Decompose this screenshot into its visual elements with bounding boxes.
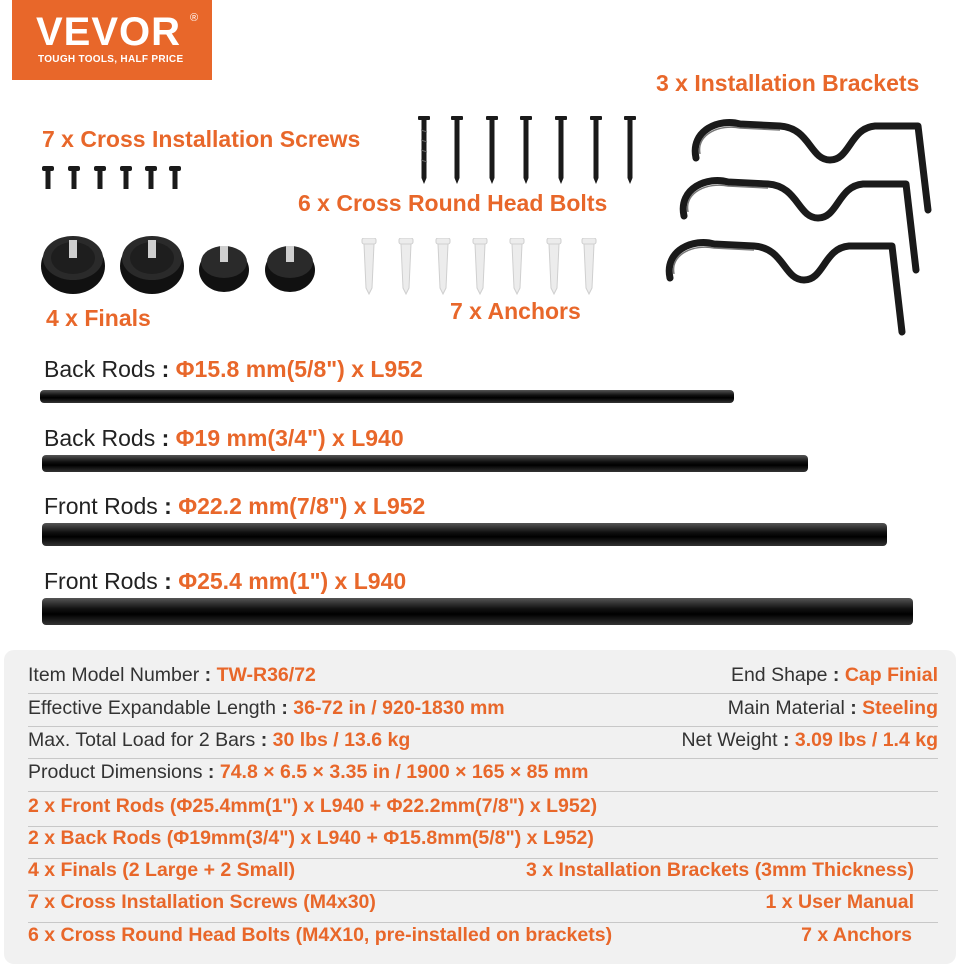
package-row-screws-manual: [28, 891, 938, 923]
spec-right: [731, 664, 938, 687]
spec-row-model: [28, 664, 938, 694]
rod-name: Front Rods: [44, 493, 158, 519]
spec-row-length: [28, 697, 938, 727]
spec-colon: :: [782, 729, 790, 751]
installation-brackets-image: [660, 110, 950, 340]
package-finals: 4 x Finals (2 Large + 2 Small): [28, 859, 296, 881]
package-anchors: 7 x Anchors: [801, 924, 912, 946]
package-row-finals-brackets: [28, 859, 938, 891]
finals-label: 4 x Finals: [46, 305, 151, 331]
logo-wordmark: VEVOR: [36, 10, 182, 54]
rod-name: Back Rods: [44, 425, 156, 451]
back-rod-small: [40, 390, 734, 403]
spec-colon: :: [850, 697, 857, 719]
rod-separator: :: [164, 568, 172, 594]
spec-value: 36-72 in / 920-1830 mm: [293, 697, 505, 719]
screws-label: 7 x Cross Installation Screws: [42, 126, 361, 152]
spec-key: Product Dimensions: [28, 761, 203, 783]
spec-panel: [4, 650, 956, 964]
spec-colon: :: [207, 761, 215, 783]
spec-colon: :: [832, 664, 840, 686]
spec-row-dimensions: [28, 761, 938, 792]
spec-key: Effective Expandable Length: [28, 697, 276, 719]
package-row-back-rods: 2 x Back Rods (Φ19mm(3/4") x L940 + Φ15.8mm(5/8") x L952): [28, 827, 938, 859]
anchors-image: [355, 238, 605, 296]
rod-spec: Φ19 mm(3/4") x L940: [175, 425, 404, 451]
rod-separator: :: [164, 493, 172, 519]
spec-value: TW-R36/72: [216, 664, 316, 686]
spec-key: Main Material: [727, 697, 845, 719]
spec-right: [728, 697, 938, 720]
front-rod-small: [42, 523, 887, 546]
rod-spec: Φ22.2 mm(7/8") x L952: [178, 493, 426, 519]
finals-image: [38, 226, 318, 296]
spec-value: 3.09 lbs / 1.4 kg: [794, 729, 938, 751]
rod-spec: Φ25.4 mm(1") x L940: [178, 568, 407, 594]
anchors-label: 7 x Anchors: [450, 298, 581, 324]
round-head-bolts-image: [40, 166, 185, 190]
logo-registered-mark: ®: [190, 12, 199, 24]
spec-key: Max. Total Load for 2 Bars: [28, 729, 256, 751]
installation-screws-image: [412, 116, 642, 184]
rod-name: Back Rods: [44, 356, 156, 382]
package-manual: 1 x User Manual: [765, 891, 914, 913]
spec-right: [681, 729, 938, 752]
rod-label-3: [44, 493, 425, 520]
bolts-label: 6 x Cross Round Head Bolts: [298, 190, 608, 216]
spec-value: Steeling: [862, 697, 938, 719]
package-row-front-rods: 2 x Front Rods (Φ25.4mm(1") x L940 + Φ22.2mm(7/8") x L952): [28, 795, 938, 827]
spec-colon: :: [260, 729, 268, 751]
rod-separator: :: [161, 356, 170, 382]
spec-colon: :: [281, 697, 288, 719]
rod-spec: Φ15.8 mm(5/8") x L952: [175, 356, 423, 382]
logo-tagline: TOUGH TOOLS, HALF PRICE: [38, 54, 184, 65]
rod-separator: :: [161, 425, 170, 451]
spec-value: Cap Finial: [844, 664, 938, 686]
rod-label-1: [44, 356, 423, 383]
spec-row-load: [28, 729, 938, 759]
back-rod-large: [42, 455, 808, 472]
package-screws: 7 x Cross Installation Screws (M4x30): [28, 891, 376, 913]
spec-value: 30 lbs / 13.6 kg: [272, 729, 411, 751]
spec-key: Item Model Number: [28, 664, 200, 686]
brackets-label: 3 x Installation Brackets: [656, 70, 920, 96]
spec-key: Net Weight: [681, 729, 778, 751]
rod-label-4: [44, 568, 406, 595]
package-row-bolts-anchors: [28, 924, 938, 956]
rod-label-2: [44, 425, 404, 452]
rod-name: Front Rods: [44, 568, 158, 594]
package-brackets: 3 x Installation Brackets (3mm Thickness): [526, 859, 914, 881]
vevor-logo: [12, 0, 212, 80]
spec-key: End Shape: [730, 664, 828, 686]
spec-value: 74.8 × 6.5 × 3.35 in / 1900 × 165 × 85 mm: [219, 761, 589, 783]
spec-colon: :: [204, 664, 212, 686]
front-rod-large: [42, 598, 913, 625]
package-bolts: 6 x Cross Round Head Bolts (M4X10, pre-installed on brackets): [28, 924, 613, 946]
